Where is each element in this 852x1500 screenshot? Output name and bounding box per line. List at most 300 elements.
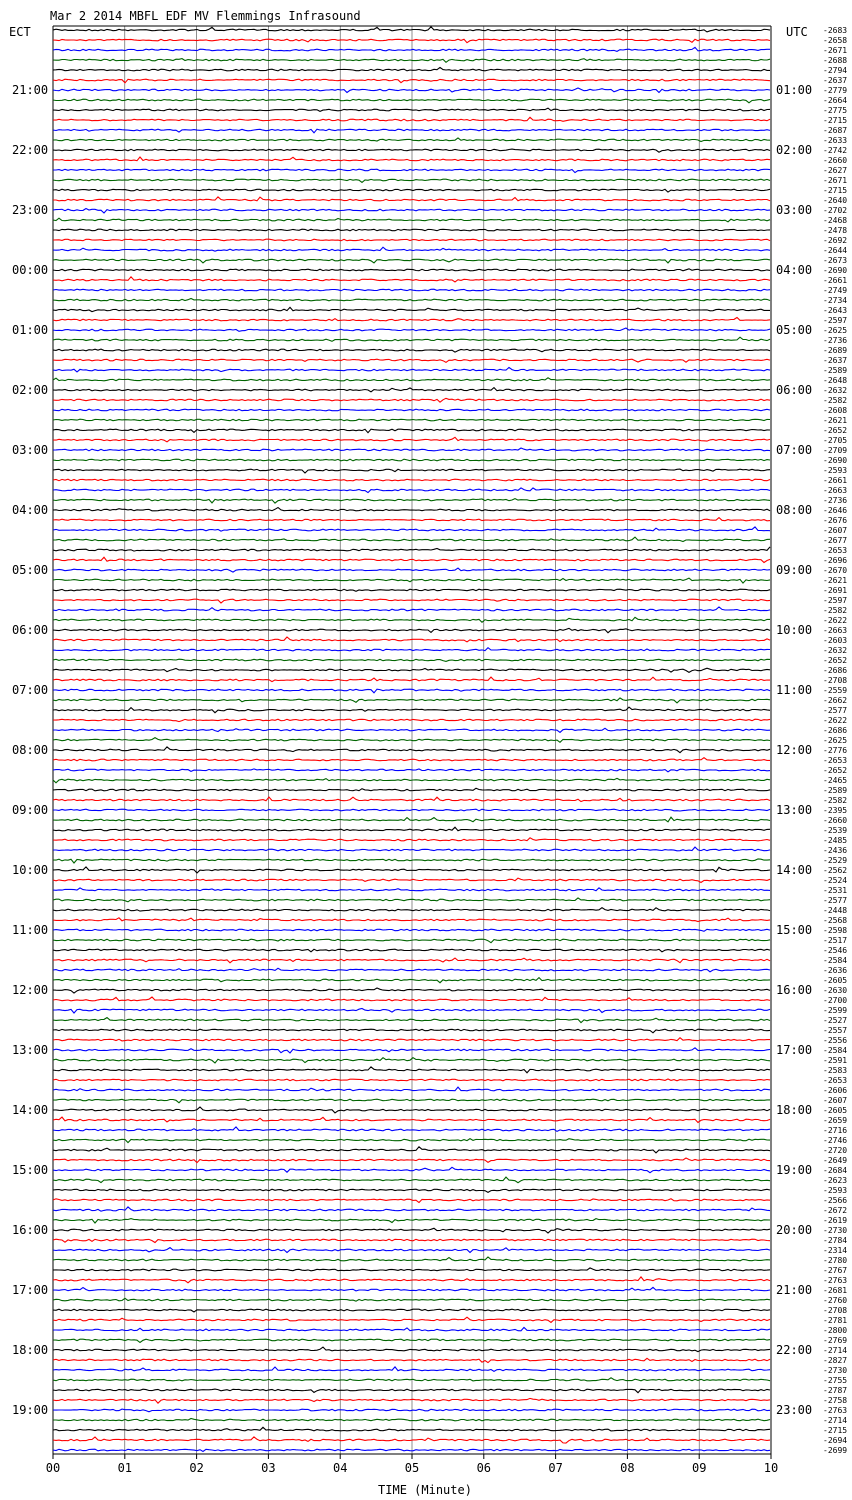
trace-line <box>53 277 770 282</box>
left-hour-label: 15:00 <box>12 1163 49 1177</box>
trace-offset-label: -2681 <box>823 1286 848 1295</box>
left-hour-label: 10:00 <box>12 863 49 877</box>
trace-offset-label: -2730 <box>823 1366 848 1375</box>
trace-offset-label: -2652 <box>823 656 848 665</box>
trace-line <box>53 958 770 963</box>
trace-line <box>53 508 770 511</box>
trace-line <box>53 637 770 642</box>
trace-line <box>53 778 770 782</box>
trace-line <box>53 537 770 541</box>
trace-offset-label: -2794 <box>823 66 848 75</box>
trace-line <box>53 157 770 161</box>
trace-offset-label: -2605 <box>823 1106 848 1115</box>
trace-offset-label: -2622 <box>823 716 848 725</box>
trace-offset-label: -2780 <box>823 1256 848 1265</box>
trace-line <box>53 1067 770 1073</box>
trace-offset-label: -2653 <box>823 1076 848 1085</box>
x-tick-label: 05 <box>404 1461 420 1475</box>
trace-offset-label: -2593 <box>823 1186 848 1195</box>
trace-line <box>53 169 770 172</box>
x-tick-label: 03 <box>261 1461 276 1475</box>
trace-line <box>53 929 770 931</box>
trace-line <box>53 1389 770 1393</box>
trace-line <box>53 568 770 572</box>
trace-offset-label: -2644 <box>823 246 848 255</box>
trace-offset-label: -2760 <box>823 1296 848 1305</box>
right-hour-label: 14:00 <box>776 863 813 877</box>
trace-line <box>53 459 770 461</box>
trace-line <box>53 1437 770 1443</box>
trace-offset-label: -2637 <box>823 356 848 365</box>
trace-offset-label: -2598 <box>823 926 848 935</box>
trace-line <box>53 1277 770 1283</box>
trace-line <box>53 138 770 142</box>
trace-offset-label: -2708 <box>823 676 848 685</box>
right-hour-label: 09:00 <box>776 563 813 577</box>
trace-line <box>53 39 770 43</box>
right-hour-label: 19:00 <box>776 1163 813 1177</box>
x-tick-label: 08 <box>620 1461 635 1475</box>
right-hour-label: 22:00 <box>776 1343 813 1357</box>
right-hour-label: 05:00 <box>776 323 813 337</box>
trace-offset-label: -2676 <box>823 516 848 525</box>
trace-offset-label: -2637 <box>823 76 848 85</box>
left-hour-label: 07:00 <box>12 683 49 697</box>
right-hour-label: 16:00 <box>776 983 813 997</box>
trace-line <box>53 398 770 402</box>
trace-offset-label: -2736 <box>823 496 848 505</box>
trace-offset-label: -2784 <box>823 1236 848 1245</box>
left-hour-label: 05:00 <box>12 563 49 577</box>
trace-offset-label: -2652 <box>823 426 848 435</box>
trace-line <box>53 1147 770 1153</box>
trace-offset-label: -2314 <box>823 1246 848 1255</box>
trace-offset-label: -2584 <box>823 956 848 965</box>
trace-offset-label: -2562 <box>823 866 848 875</box>
trace-offset-label: -2584 <box>823 1046 848 1055</box>
trace-line <box>53 1339 770 1342</box>
right-axis-label: UTC <box>786 25 808 39</box>
trace-line <box>53 867 770 873</box>
trace-offset-label: -2663 <box>823 486 848 495</box>
trace-line <box>53 1038 770 1041</box>
trace-offset-label: -2720 <box>823 1146 848 1155</box>
trace-offset-label: -2776 <box>823 746 848 755</box>
trace-offset-label: -2687 <box>823 126 848 135</box>
trace-offset-label: -2589 <box>823 366 848 375</box>
x-tick-label: 00 <box>45 1461 61 1475</box>
trace-line <box>53 437 770 442</box>
trace-line <box>53 1167 770 1172</box>
trace-line <box>53 607 770 611</box>
trace-line <box>53 838 770 841</box>
left-axis-label: ECT <box>9 25 31 39</box>
trace-offset-label: -2781 <box>823 1316 848 1325</box>
trace-line <box>53 1099 770 1103</box>
trace-offset-label: -2582 <box>823 396 848 405</box>
trace-line <box>53 108 770 111</box>
trace-line <box>53 1449 770 1451</box>
trace-line <box>53 1058 770 1063</box>
trace-line <box>53 359 770 362</box>
trace-offset-label: -2779 <box>823 86 848 95</box>
trace-line <box>53 1287 770 1291</box>
left-hour-label: 13:00 <box>12 1043 49 1057</box>
trace-line <box>53 349 770 352</box>
trace-line <box>53 1309 770 1312</box>
trace-offset-label: -2627 <box>823 166 848 175</box>
right-hour-label: 17:00 <box>776 1043 813 1057</box>
trace-offset-label: -2736 <box>823 336 848 345</box>
left-hour-label: 19:00 <box>12 1403 49 1417</box>
trace-line <box>53 67 770 70</box>
trace-line <box>53 908 770 911</box>
trace-offset-label: -2660 <box>823 816 848 825</box>
left-hour-label: 23:00 <box>12 203 49 217</box>
trace-offset-label: -2691 <box>823 586 848 595</box>
trace-line <box>53 378 770 381</box>
trace-offset-label: -2696 <box>823 556 848 565</box>
trace-offset-label: -2686 <box>823 726 848 735</box>
trace-line <box>53 809 770 811</box>
trace-offset-label: -2465 <box>823 776 848 785</box>
trace-line <box>53 518 770 521</box>
trace-offset-label: -2690 <box>823 266 848 275</box>
trace-offset-label: -2692 <box>823 236 848 245</box>
trace-offset-label: -2557 <box>823 1026 848 1035</box>
trace-offset-label: -2688 <box>823 56 848 65</box>
trace-offset-label: -2787 <box>823 1386 848 1395</box>
trace-line <box>53 788 770 791</box>
trace-line <box>53 1419 770 1421</box>
right-hour-label: 21:00 <box>776 1283 813 1297</box>
trace-line <box>53 1327 770 1330</box>
trace-line <box>53 758 770 761</box>
right-hour-label: 02:00 <box>776 143 813 157</box>
trace-line <box>53 1018 770 1023</box>
trace-line <box>53 527 770 531</box>
trace-line <box>53 1268 770 1271</box>
trace-offset-label: -2556 <box>823 1036 848 1045</box>
trace-offset-label: -2436 <box>823 846 848 855</box>
trace-offset-label: -2589 <box>823 786 848 795</box>
trace-offset-label: -2591 <box>823 1056 848 1065</box>
trace-offset-label: -2673 <box>823 256 848 265</box>
trace-offset-label: -2746 <box>823 1136 848 1145</box>
trace-offset-label: -2632 <box>823 386 848 395</box>
trace-line <box>53 918 770 922</box>
trace-line <box>53 797 770 801</box>
trace-offset-label: -2468 <box>823 216 848 225</box>
trace-line <box>53 689 770 693</box>
trace-line <box>53 239 770 241</box>
trace-offset-label: -2636 <box>823 966 848 975</box>
trace-offset-label: -2672 <box>823 1206 848 1215</box>
trace-offset-label: -2660 <box>823 156 848 165</box>
trace-offset-label: -2670 <box>823 566 848 575</box>
trace-offset-label: -2714 <box>823 1346 848 1355</box>
trace-line <box>53 978 770 983</box>
trace-line <box>53 648 770 651</box>
trace-line <box>53 659 770 661</box>
x-tick-label: 09 <box>691 1461 707 1475</box>
trace-line <box>53 259 770 263</box>
left-hour-label: 11:00 <box>12 923 49 937</box>
right-hour-label: 04:00 <box>776 263 813 277</box>
trace-line <box>53 557 770 562</box>
trace-offset-label: -2597 <box>823 596 848 605</box>
x-tick-label: 02 <box>189 1461 204 1475</box>
trace-line <box>53 988 770 993</box>
left-hour-label: 17:00 <box>12 1283 49 1297</box>
trace-line <box>53 289 770 291</box>
trace-line <box>53 578 770 583</box>
x-tick-label: 01 <box>117 1461 133 1475</box>
trace-line <box>53 328 770 331</box>
trace-line <box>53 1409 770 1412</box>
trace-offset-label: -2763 <box>823 1276 848 1285</box>
trace-line <box>53 997 770 1001</box>
trace-line <box>53 949 770 952</box>
trace-offset-label: -2775 <box>823 106 848 115</box>
trace-line <box>53 1199 770 1203</box>
trace-line <box>53 628 770 632</box>
trace-line <box>53 1048 770 1053</box>
right-hour-label: 20:00 <box>776 1223 813 1237</box>
trace-offset-label: -2800 <box>823 1326 848 1335</box>
trace-offset-label: -2699 <box>823 1446 848 1455</box>
x-tick-label: 10 <box>763 1461 779 1475</box>
trace-line <box>53 1358 770 1362</box>
trace-offset-label: -2730 <box>823 1226 848 1235</box>
trace-offset-label: -2607 <box>823 1096 848 1105</box>
trace-offset-label: -2625 <box>823 326 848 335</box>
trace-offset-label: -2608 <box>823 406 848 415</box>
trace-line <box>53 149 770 152</box>
trace-offset-label: -2640 <box>823 196 848 205</box>
trace-offset-label: -2646 <box>823 506 848 515</box>
trace-offset-label: -2716 <box>823 1126 848 1135</box>
trace-offset-label: -2649 <box>823 1156 848 1165</box>
trace-line <box>53 738 770 743</box>
trace-line <box>53 1398 770 1403</box>
x-axis-ticks <box>46 1454 778 1475</box>
trace-line <box>53 367 770 372</box>
trace-line <box>53 1177 770 1183</box>
trace-offset-label: -2539 <box>823 826 848 835</box>
trace-offset-label: -2758 <box>823 1396 848 1405</box>
x-tick-label: 07 <box>548 1461 563 1475</box>
left-hour-label: 01:00 <box>12 323 49 337</box>
trace-line <box>53 337 770 341</box>
trace-offset-label: -2583 <box>823 1066 848 1075</box>
trace-line <box>53 197 770 201</box>
trace-offset-label: -2658 <box>823 36 848 45</box>
trace-offset-label: -2661 <box>823 276 848 285</box>
trace-line <box>53 1427 770 1431</box>
trace-offset-label: -2652 <box>823 766 848 775</box>
trace-offset-label: -2715 <box>823 116 848 125</box>
trace-offset-label: -2603 <box>823 636 848 645</box>
trace-line <box>53 747 770 753</box>
left-hour-labels <box>12 83 48 1417</box>
trace-offset-label: -2661 <box>823 476 848 485</box>
right-hour-label: 01:00 <box>776 83 813 97</box>
trace-offset-label: -2619 <box>823 1216 848 1225</box>
trace-offset-label: -2742 <box>823 146 848 155</box>
trace-offset-label: -2702 <box>823 206 848 215</box>
trace-line <box>53 1298 770 1301</box>
right-hour-label: 18:00 <box>776 1103 813 1117</box>
trace-offset-label: -2568 <box>823 916 848 925</box>
trace-offset-label: -2517 <box>823 936 848 945</box>
trace-line <box>53 299 770 301</box>
trace-line <box>53 1317 770 1322</box>
trace-line <box>53 27 770 32</box>
trace-line <box>53 1248 770 1253</box>
trace-offset-label: -2690 <box>823 456 848 465</box>
trace-offset-label: -2546 <box>823 946 848 955</box>
trace-offset-label: -2630 <box>823 986 848 995</box>
trace-line <box>53 117 770 121</box>
trace-line <box>53 698 770 703</box>
trace-line <box>53 968 770 972</box>
trace-line <box>53 589 770 591</box>
right-hour-label: 11:00 <box>776 683 813 697</box>
trace-offset-label: -2683 <box>823 26 848 35</box>
trace-offset-label: -2577 <box>823 896 848 905</box>
trace-offset-label: -2763 <box>823 1406 848 1415</box>
trace-offset-label: -2577 <box>823 706 848 715</box>
trace-offset-label: -2700 <box>823 996 848 1005</box>
trace-offset-labels <box>823 26 847 1455</box>
trace-line <box>53 1139 770 1143</box>
trace-line <box>53 179 770 182</box>
trace-line <box>53 99 770 103</box>
left-hour-label: 06:00 <box>12 623 49 637</box>
trace-offset-label: -2686 <box>823 666 848 675</box>
trace-line <box>53 88 770 93</box>
trace-offset-label: -2529 <box>823 856 848 865</box>
trace-line <box>53 668 770 672</box>
trace-offset-label: -2734 <box>823 296 848 305</box>
left-hour-label: 09:00 <box>12 803 49 817</box>
chart-title: Mar 2 2014 MBFL EDF MV Flemmings Infrasound <box>50 9 361 23</box>
trace-line <box>53 547 770 551</box>
trace-line <box>53 247 770 251</box>
trace-line <box>53 817 770 822</box>
trace-offset-label: -2448 <box>823 906 848 915</box>
trace-line <box>53 218 770 222</box>
right-hour-label: 12:00 <box>776 743 813 757</box>
trace-offset-label: -2749 <box>823 286 848 295</box>
trace-line <box>53 769 770 772</box>
x-tick-label: 04 <box>332 1461 348 1475</box>
trace-line <box>53 1257 770 1261</box>
left-hour-label: 12:00 <box>12 983 49 997</box>
right-hour-label: 08:00 <box>776 503 813 517</box>
trace-line <box>53 599 770 603</box>
left-hour-label: 00:00 <box>12 263 49 277</box>
right-hour-label: 13:00 <box>776 803 813 817</box>
left-hour-label: 04:00 <box>12 503 49 517</box>
trace-line <box>53 1087 770 1091</box>
right-hour-label: 07:00 <box>776 443 813 457</box>
trace-line <box>53 1378 770 1381</box>
trace-line <box>53 617 770 622</box>
trace-offset-label: -2684 <box>823 1166 848 1175</box>
trace-line <box>53 939 770 943</box>
trace-line <box>53 307 770 311</box>
right-hour-label: 06:00 <box>776 383 813 397</box>
trace-offset-label: -2622 <box>823 616 848 625</box>
trace-line <box>53 1117 770 1122</box>
trace-line <box>53 1228 770 1233</box>
trace-offset-label: -2664 <box>823 96 848 105</box>
x-tick-label: 06 <box>476 1461 492 1475</box>
trace-offset-label: -2648 <box>823 376 848 385</box>
trace-line <box>53 827 770 831</box>
trace-line <box>53 1127 770 1132</box>
trace-line <box>53 1189 770 1192</box>
trace-offset-label: -2621 <box>823 416 848 425</box>
trace-line <box>53 1079 770 1081</box>
trace-offset-label: -2527 <box>823 1016 848 1025</box>
left-hour-label: 02:00 <box>12 383 49 397</box>
trace-line <box>53 707 770 713</box>
trace-line <box>53 1367 770 1372</box>
trace-line <box>53 888 770 891</box>
trace-offset-label: -2559 <box>823 686 848 695</box>
trace-offset-label: -2715 <box>823 186 848 195</box>
trace-offset-label: -2662 <box>823 696 848 705</box>
right-hour-label: 15:00 <box>776 923 813 937</box>
trace-offset-label: -2478 <box>823 226 848 235</box>
trace-offset-label: -2395 <box>823 806 848 815</box>
trace-offset-label: -2767 <box>823 1266 848 1275</box>
trace-offset-label: -2531 <box>823 886 848 895</box>
trace-offset-label: -2708 <box>823 1306 848 1315</box>
trace-line <box>53 429 770 433</box>
left-hour-label: 22:00 <box>12 143 49 157</box>
trace-offset-label: -2827 <box>823 1356 848 1365</box>
trace-line <box>53 1029 770 1033</box>
trace-offset-label: -2677 <box>823 536 848 545</box>
trace-offset-label: -2653 <box>823 546 848 555</box>
trace-offset-label: -2593 <box>823 466 848 475</box>
trace-offset-label: -2659 <box>823 1116 848 1125</box>
trace-offset-label: -2582 <box>823 796 848 805</box>
left-hour-label: 21:00 <box>12 83 49 97</box>
trace-offset-label: -2485 <box>823 836 848 845</box>
trace-line <box>53 859 770 863</box>
trace-offset-label: -2671 <box>823 46 848 55</box>
trace-offset-label: -2671 <box>823 176 848 185</box>
left-hour-label: 14:00 <box>12 1103 49 1117</box>
trace-line <box>53 419 770 421</box>
left-hour-label: 18:00 <box>12 1343 49 1357</box>
trace-line <box>53 719 770 721</box>
trace-offset-label: -2643 <box>823 306 848 315</box>
right-hour-label: 10:00 <box>776 623 813 637</box>
left-hour-label: 08:00 <box>12 743 49 757</box>
trace-line <box>53 1219 770 1223</box>
trace-line <box>53 499 770 504</box>
x-axis-label: TIME (Minute) <box>378 1483 472 1497</box>
trace-line <box>53 448 770 451</box>
right-hour-label: 03:00 <box>776 203 813 217</box>
trace-offset-label: -2769 <box>823 1336 848 1345</box>
